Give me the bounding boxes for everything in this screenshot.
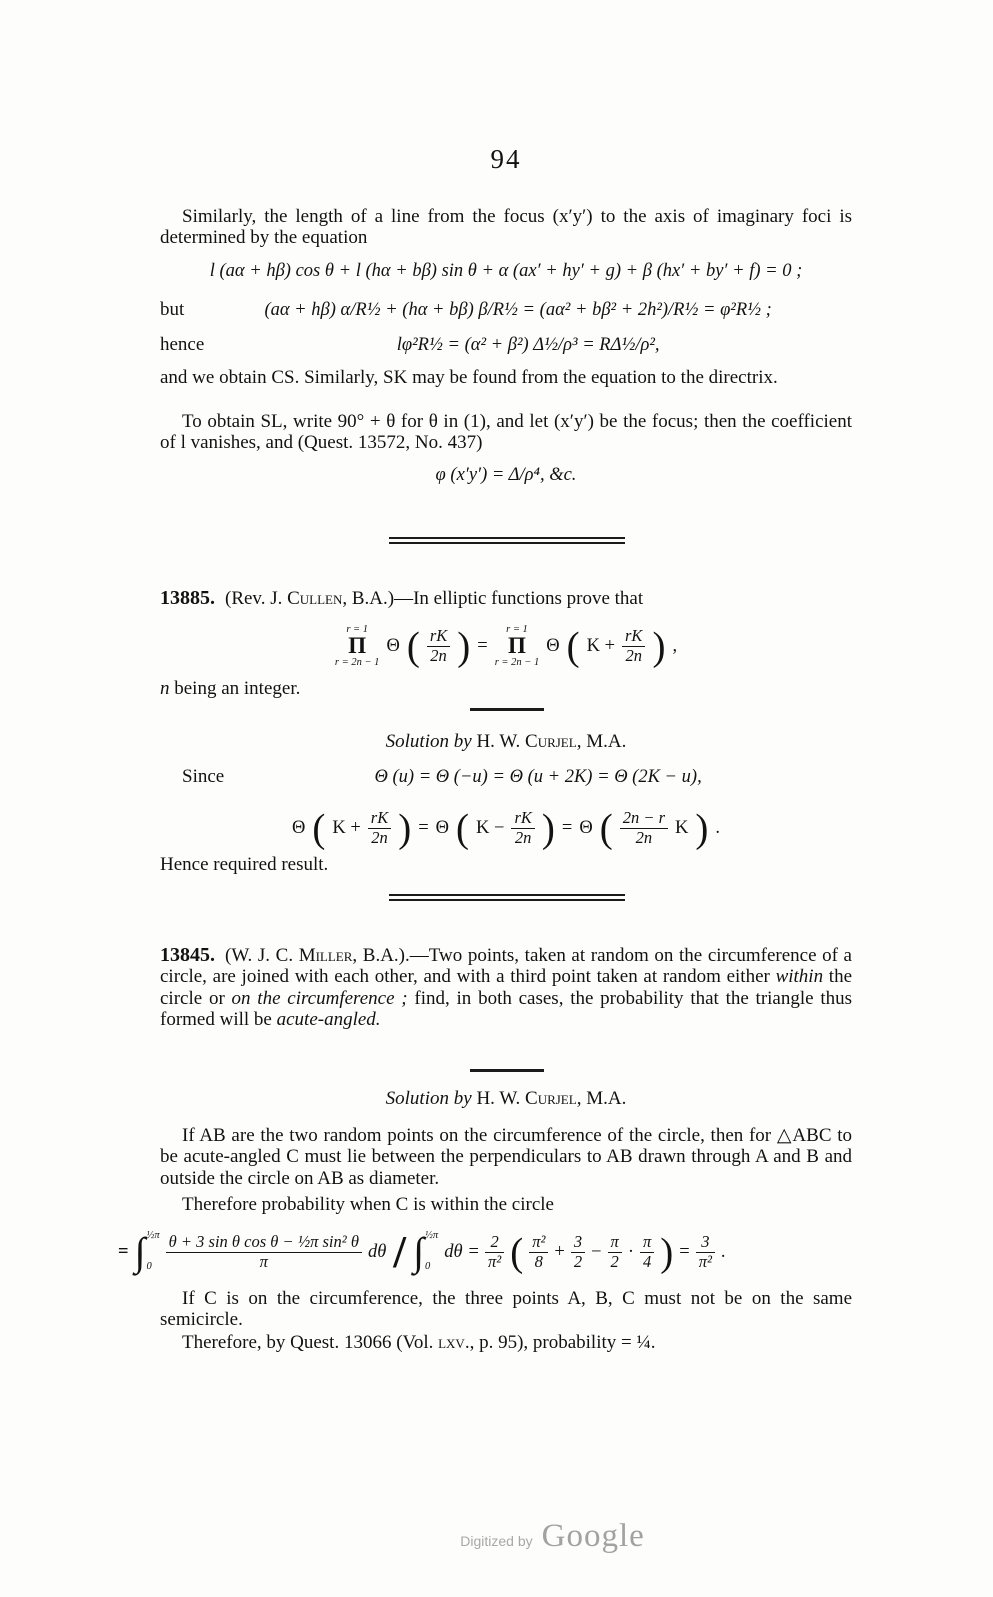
question-13885-author-pre: (Rev. J.: [225, 588, 288, 609]
paragraph-4-text: Therefore, by Quest. 13066 (Vol.: [182, 1332, 439, 1353]
section-divider-double: [389, 894, 625, 901]
equation-since-row: [160, 766, 852, 788]
theta-symbol: Θ: [291, 817, 306, 838]
equation-theta-identities: Θ (u) = Θ (−u) = Θ (u + 2K) = Θ (2K − u),: [374, 766, 702, 787]
right-paren: ): [398, 805, 412, 851]
paragraph-cs: and we obtain CS. Similarly, SK may be found from the equation to the directrix.: [160, 367, 778, 388]
right-paren: ): [457, 623, 471, 669]
product-symbol: Π: [508, 633, 526, 658]
integral-lower-limit: 0: [146, 1261, 152, 1272]
question-13885-heading: [160, 588, 852, 609]
solver-initials: H. W.: [471, 1088, 526, 1109]
fraction-rk-2n: $\frac{rK}{2n}$: [368, 809, 391, 846]
n-variable: n: [160, 678, 170, 699]
equation-but-row: [160, 299, 852, 321]
solution-13845-heading: [160, 1088, 852, 1110]
fraction-rk-2n: $\frac{rK}{2n}$: [622, 627, 645, 664]
equation-integral: [118, 1221, 872, 1283]
google-logo: Google: [541, 1518, 645, 1554]
question-13885-number: 13885.: [160, 587, 215, 609]
equation-hence-row: [160, 334, 852, 356]
integral-upper-limit: ½π: [146, 1230, 160, 1241]
intro-paragraph: Similarly, the length of a line from the focus (x′y′) to the axis of imaginary foci is determined by the equation: [160, 206, 852, 249]
fraction-2n-minus-r: $\frac{2n - r}{2n}$: [620, 809, 668, 846]
theta-symbol: Θ: [579, 817, 593, 838]
minus-sign: −: [591, 1241, 602, 1262]
italic-within: within: [775, 966, 824, 988]
question-13845-paragraph: [160, 945, 852, 1031]
question-13845-number: 13845.: [160, 944, 215, 966]
equation-focus-line: l (aα + hβ) cos θ + l (hα + bβ) sin θ + α (ax′ + hy′ + g) + β (hx′ + by′ + f) = 0 ;: [209, 261, 803, 281]
equals-sign: =: [468, 1241, 479, 1262]
left-paren: (: [599, 805, 613, 851]
theta-symbol: Θ: [435, 817, 450, 838]
italic-acute-angled: acute-angled.: [276, 1009, 381, 1031]
theta-symbol: Θ: [386, 635, 400, 656]
left-paren: (: [406, 623, 420, 669]
product-upper-limit: r = 1: [506, 624, 528, 635]
solution-13845-paragraph-3: If C is on the circumference, the three points A, B, C must not be on the same semicircle.: [160, 1288, 852, 1331]
question-13845-text: the circle or: [160, 966, 852, 1009]
fraction-rk-2n: $\frac{rK}{2n}$: [427, 627, 450, 664]
period: .: [715, 817, 721, 838]
dtheta: dθ: [367, 1241, 387, 1262]
plus-sign: +: [554, 1241, 565, 1262]
left-paren: (: [566, 623, 580, 669]
equals-sign: =: [118, 1241, 129, 1262]
italic-on-circumference: on the circumference ;: [231, 987, 408, 1009]
fraction-pi2-8: $\frac{\text{π²}}{8}$: [529, 1233, 548, 1270]
right-paren: ): [652, 623, 666, 669]
question-13885-author: Cullen: [287, 588, 343, 609]
question-13885-text: , B.A.)—In elliptic functions prove that: [342, 588, 644, 609]
equals-sign: =: [477, 635, 488, 656]
k-minus-term: K −: [476, 817, 505, 838]
product-operator-left: [335, 624, 380, 668]
since-label: Since: [182, 766, 225, 787]
left-paren: (: [312, 805, 326, 851]
product-symbol: Π: [348, 633, 367, 658]
right-paren: ): [695, 805, 709, 851]
digitized-footer: [0, 1518, 993, 1555]
fraction-pi-4: $\frac{\pi}{4}$: [640, 1233, 654, 1270]
product-operator-right: [495, 624, 540, 668]
solver-name: Curjel: [525, 731, 577, 752]
section-divider-double: [389, 537, 625, 544]
product-lower-limit: r = 2n − 1: [334, 657, 380, 668]
fraction-rk-2n: $\frac{rK}{2n}$: [511, 809, 534, 846]
question-13845-text: , B.A.).—Two points, taken at random on the circumference of a circle, are joined with each other, and with a third point taken at random either: [160, 945, 852, 988]
solution-13845-paragraph-2: Therefore probability when C is within the circle: [182, 1194, 554, 1215]
equals-sign: =: [561, 817, 573, 838]
equation-hence-label: hence: [160, 334, 205, 355]
fraction-pi-2: $\frac{\pi}{2}$: [608, 1233, 622, 1270]
solution-13885-heading: [160, 731, 852, 753]
fraction-2-pi2: $\frac{2}{\text{π²}}$: [485, 1233, 504, 1270]
product-upper-limit: r = 1: [346, 624, 369, 635]
solver-name: Curjel: [525, 1088, 577, 1109]
digitized-by-label: Digitized by: [460, 1533, 533, 1549]
paragraph-4-text: ., p. 95), probability = ¼.: [464, 1332, 656, 1353]
integral-operator: ∫ ½π 0: [134, 1229, 160, 1274]
solver-degree: , M.A.: [576, 731, 627, 752]
left-paren: (: [510, 1229, 524, 1275]
k-plus-term: K +: [586, 635, 615, 656]
paragraph-integer-text: being an integer.: [169, 678, 301, 699]
question-13845-author: Miller: [298, 945, 353, 966]
fraction-3-pi2: $\frac{3}{\text{π²}}$: [696, 1233, 715, 1270]
paragraph-hence: Hence required result.: [160, 854, 329, 875]
multiplication-dot: ·: [627, 1241, 634, 1262]
solver-initials: H. W.: [471, 731, 526, 752]
solution-13845-paragraph-4: [160, 1332, 852, 1354]
division-slash: /: [393, 1226, 407, 1277]
volume-roman-numeral: lxv: [438, 1332, 465, 1353]
integral-lower-limit: 0: [425, 1261, 431, 1272]
integral-upper-limit: ½π: [425, 1230, 439, 1241]
solution-by-label: Solution by: [385, 1088, 472, 1109]
equation-product: [160, 617, 852, 675]
fraction-3-2: $\frac{3}{2}$: [571, 1233, 585, 1270]
solver-degree: , M.A.: [576, 1088, 627, 1109]
right-paren: ): [660, 1229, 674, 1275]
fraction-integrand: $\frac{\text{θ + 3 sin θ cos θ − ½π sin² θ}}{\pi}$: [166, 1233, 362, 1270]
equation-but: (aα + hβ) α/R½ + (hα + bβ) β/R½ = (aα² + bβ² + 2h²)/R½ = φ²R½ ;: [264, 299, 772, 320]
equation-hence: lφ²R½ = (α² + β²) Δ½/ρ³ = RΔ½/ρ²,: [396, 334, 660, 355]
equation-phi: φ (x′y′) = Δ/ρ⁴, &c.: [435, 465, 577, 485]
equals-sign: =: [679, 1241, 690, 1262]
question-13845-author-pre: (W. J. C.: [225, 945, 299, 966]
solution-divider: [470, 1069, 544, 1072]
product-lower-limit: r = 2n − 1: [494, 657, 540, 668]
solution-13845-paragraph-1: If AB are the two random points on the circumference of the circle, then for △ABC to be acute-angled C must lie between the perpendiculars to AB drawn through A and B and outside the circle on AB as diameter.: [160, 1125, 852, 1189]
period: .: [720, 1241, 726, 1262]
question-13845-text: find, in both cases, the probability that the triangle thus formed will be: [160, 987, 853, 1031]
paragraph-sl: To obtain SL, write 90° + θ for θ in (1), and let (x′y′) be the focus; then the coefficient of l vanishes, and (Quest. 13572, No. 437): [160, 411, 852, 454]
integral-operator: ∫ ½π 0: [413, 1229, 439, 1274]
equation-but-label: but: [160, 299, 185, 320]
solution-by-label: Solution by: [385, 731, 472, 752]
left-paren: (: [456, 805, 470, 851]
k-symbol: K: [675, 817, 689, 838]
k-plus-term: K +: [332, 817, 361, 838]
dtheta: dθ: [444, 1241, 463, 1262]
paragraph-integer: [160, 678, 852, 700]
equation-theta-line: [160, 798, 852, 858]
solution-divider: [470, 708, 544, 711]
theta-symbol: Θ: [546, 635, 560, 656]
page-number: 94: [490, 144, 522, 174]
comma: ,: [672, 635, 678, 656]
right-paren: ): [541, 805, 555, 851]
equals-sign: =: [418, 817, 429, 838]
